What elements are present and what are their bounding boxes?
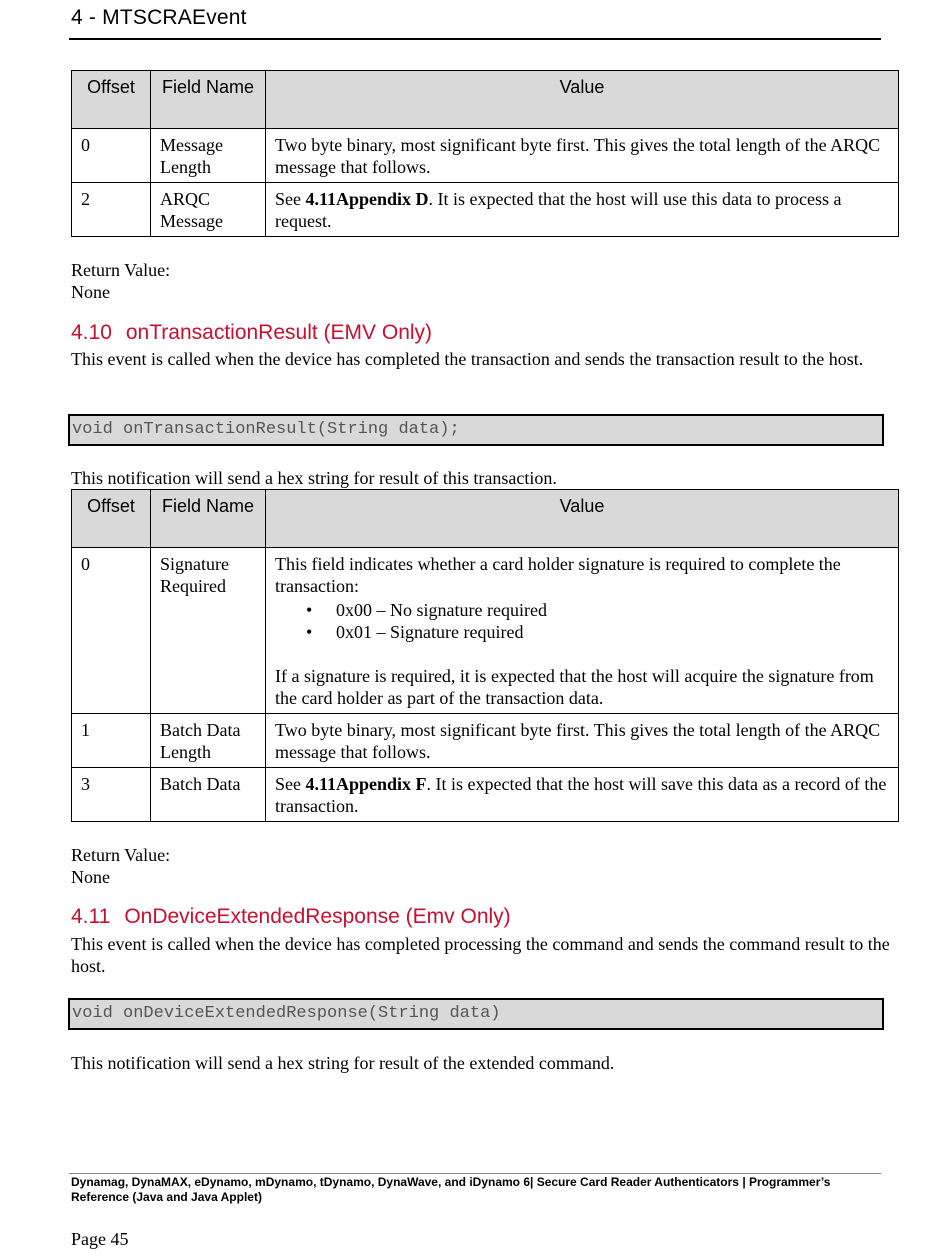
code-signature: void onDeviceExtendedResponse(String data) [68,998,884,1030]
list-item [306,599,889,621]
bullet-text: 0x00 – No signature required [336,600,547,620]
offset-cell: 0 [72,129,151,183]
table-row [72,548,899,714]
return-value-block [71,844,891,888]
table-row [72,714,899,768]
bullet-text: 0x01 – Signature required [336,622,524,642]
section-heading-4-10 [71,320,432,346]
section-number: 4.10 [71,321,112,344]
section-heading-4-11 [71,904,511,930]
section-number: 4.11 [71,905,111,928]
field-name-cell: Batch Data Length [151,714,266,768]
section-title: OnDeviceExtendedResponse (Emv Only) [124,905,511,928]
bullet-list [275,599,889,643]
column-header-field-name: Field Name [151,71,266,129]
transaction-result-table [71,489,899,822]
section-description: This event is called when the device has completed the transaction and sends the transaction result to the host. [71,349,864,369]
appendix-reference: 4.11Appendix F [305,774,427,794]
table-row [72,183,899,237]
column-header-offset: Offset [72,490,151,548]
footer-divider [69,1173,881,1174]
return-value-block [71,259,891,303]
message-table [71,70,899,237]
value-cell [266,768,899,822]
spacer [275,643,889,665]
bullet-icon: • [306,600,313,620]
return-value: None [71,867,110,887]
offset-cell: 2 [72,183,151,237]
value-cell [266,548,899,714]
value-text: See [275,189,306,209]
column-header-field-name: Field Name [151,490,266,548]
value-cell [266,183,899,237]
table-row [72,129,899,183]
value-cell: Two byte binary, most significant byte first. This gives the total length of the ARQC message that follows. [266,714,899,768]
offset-cell: 3 [72,768,151,822]
notification-text: This notification will send a hex string for result of the extended command. [71,1053,615,1073]
column-header-offset: Offset [72,71,151,129]
field-name-cell: ARQC Message [151,183,266,237]
table-header-row [72,490,899,548]
offset-cell: 1 [72,714,151,768]
page-number: Page 45 [71,1229,129,1249]
appendix-reference: 4.11Appendix D [305,189,429,209]
code-signature: void onTransactionResult(String data); [68,414,884,446]
field-name-cell: Batch Data [151,768,266,822]
return-value-label: Return Value: [71,845,171,865]
bullet-icon: • [306,622,313,642]
section-title: onTransactionResult (EMV Only) [125,321,433,344]
column-header-value: Value [266,71,899,129]
value-intro: This field indicates whether a card holder signature is required to complete the transaction: [275,554,841,596]
return-value: None [71,282,110,302]
footer-text: Dynamag, DynaMAX, eDynamo, mDynamo, tDynamo, DynaWave, and iDynamo 6| Secure Card Reader Authenticators | Programmer’s Reference (Java and Java Applet) [71,1175,831,1204]
value-cell: Two byte binary, most significant byte first. This gives the total length of the ARQC message that follows. [266,129,899,183]
table-row [72,768,899,822]
list-item [306,621,889,643]
value-text: See [275,774,306,794]
section-description: This event is called when the device has completed processing the command and sends the command result to the host. [71,934,890,976]
field-name-cell: Message Length [151,129,266,183]
field-name-cell: Signature Required [151,548,266,714]
value-outro: If a signature is required, it is expected that the host will acquire the signature from the card holder as part of the transaction data. [275,666,874,708]
column-header-value: Value [266,490,899,548]
offset-cell: 0 [72,548,151,714]
table-header-row [72,71,899,129]
header-divider [69,38,881,40]
return-value-label: Return Value: [71,260,171,280]
notification-text: This notification will send a hex string for result of this transaction. [71,468,557,488]
page-header-title: 4 - MTSCRAEvent [71,6,247,29]
value-text: . It is expected that the host will save this data as a record of the transaction. [275,774,887,816]
value-text: . It is expected that the host will use this data to process a request. [275,189,842,231]
